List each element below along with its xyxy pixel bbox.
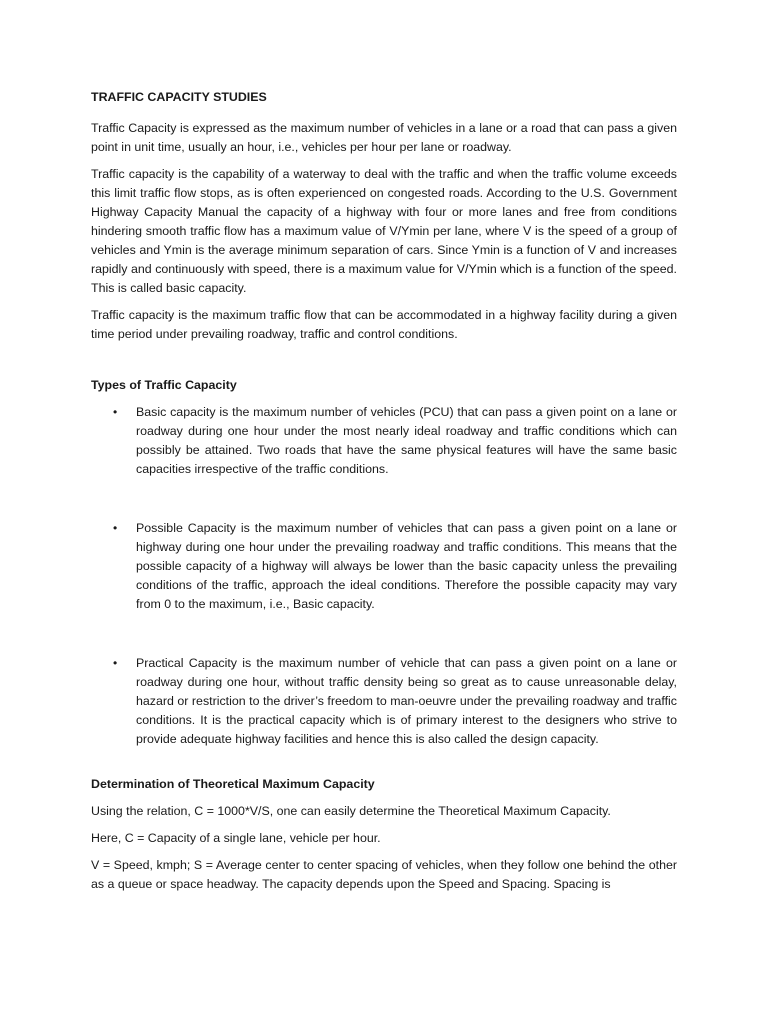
paragraph-max-flow: Traffic capacity is the maximum traffic flow that can be accommodated in a highway facility during a given time period under prevailing roadway, traffic and control conditions.: [91, 308, 677, 341]
list-item-text: Practical Capacity is the maximum number of vehicle that can pass a given point on a lane or roadway during one hour, without traffic density being so great as to cause unreasonable delay, hazard or restriction to the driver’s freedom to man-oeuvre under the prevailing roadway and traffic conditions. It is the practical capacity which is of primary interest to the designers who strive to provide adequate highway facilities and hence this is also called the design capacity.: [136, 656, 677, 746]
bullet-icon: •: [113, 405, 118, 419]
list-item-possible-capacity: [91, 519, 677, 614]
bullet-icon: •: [113, 656, 118, 670]
list-item-practical-capacity: [91, 654, 677, 749]
determination-heading: Determination of Theoretical Maximum Capacity: [91, 777, 375, 791]
list-item-text: Basic capacity is the maximum number of vehicles (PCU) that can pass a given point on a lane or roadway during one hour under the most nearly ideal roadway and traffic conditions which can possibly be attained. Two roads that have the same physical features will have the same basic capacities irrespective of the traffic conditions.: [136, 405, 677, 476]
list-item-text: Possible Capacity is the maximum number of vehicles that can pass a given point on a lane or highway during one hour under the prevailing roadway and traffic conditions. This means that the possible capacity of a highway will always be lower than the basic capacity unless the prevailing conditions of the traffic, approach the ideal conditions. Therefore the possible capacity may vary from 0 to the maximum, i.e., Basic capacity.: [136, 521, 677, 611]
bullet-icon: •: [113, 521, 118, 535]
paragraph-capability: Traffic capacity is the capability of a waterway to deal with the traffic and when the traffic volume exceeds this limit traffic flow stops, as is often experienced on congested roads. According to the U.S. Government Highway Capacity Manual the capacity of a highway with four or more lanes and free from conditions hindering smooth traffic flow has a maximum value of V/Ymin per lane, where V is the speed of a group of vehicles and Ymin is the average minimum separation of cars. Since Ymin is a function of V and increases rapidly and continuously with speed, there is a maximum value for V/Ymin which is a function of the speed. This is called basic capacity.: [91, 167, 677, 295]
paragraph-relation: Using the relation, C = 1000*V/S, one can easily determine the Theoretical Maximum Capacity.: [91, 804, 611, 818]
paragraph-definition: Traffic Capacity is expressed as the maximum number of vehicles in a lane or a road that can pass a given point in unit time, usually an hour, i.e., vehicles per hour per lane or roadway.: [91, 121, 677, 154]
section-spacer: [91, 352, 677, 376]
capacity-types-list: [91, 403, 677, 749]
document-content: [91, 88, 677, 902]
paragraph-capacity-definition: Here, C = Capacity of a single lane, vehicle per hour.: [91, 831, 381, 845]
list-item-basic-capacity: [91, 403, 677, 479]
document-title: TRAFFIC CAPACITY STUDIES: [91, 90, 267, 104]
paragraph-speed-spacing: V = Speed, kmph; S = Average center to center spacing of vehicles, when they follow one behind the other as a queue or space headway. The capacity depends upon the Speed and Spacing. Spacing is: [91, 858, 677, 891]
types-heading: Types of Traffic Capacity: [91, 378, 237, 392]
